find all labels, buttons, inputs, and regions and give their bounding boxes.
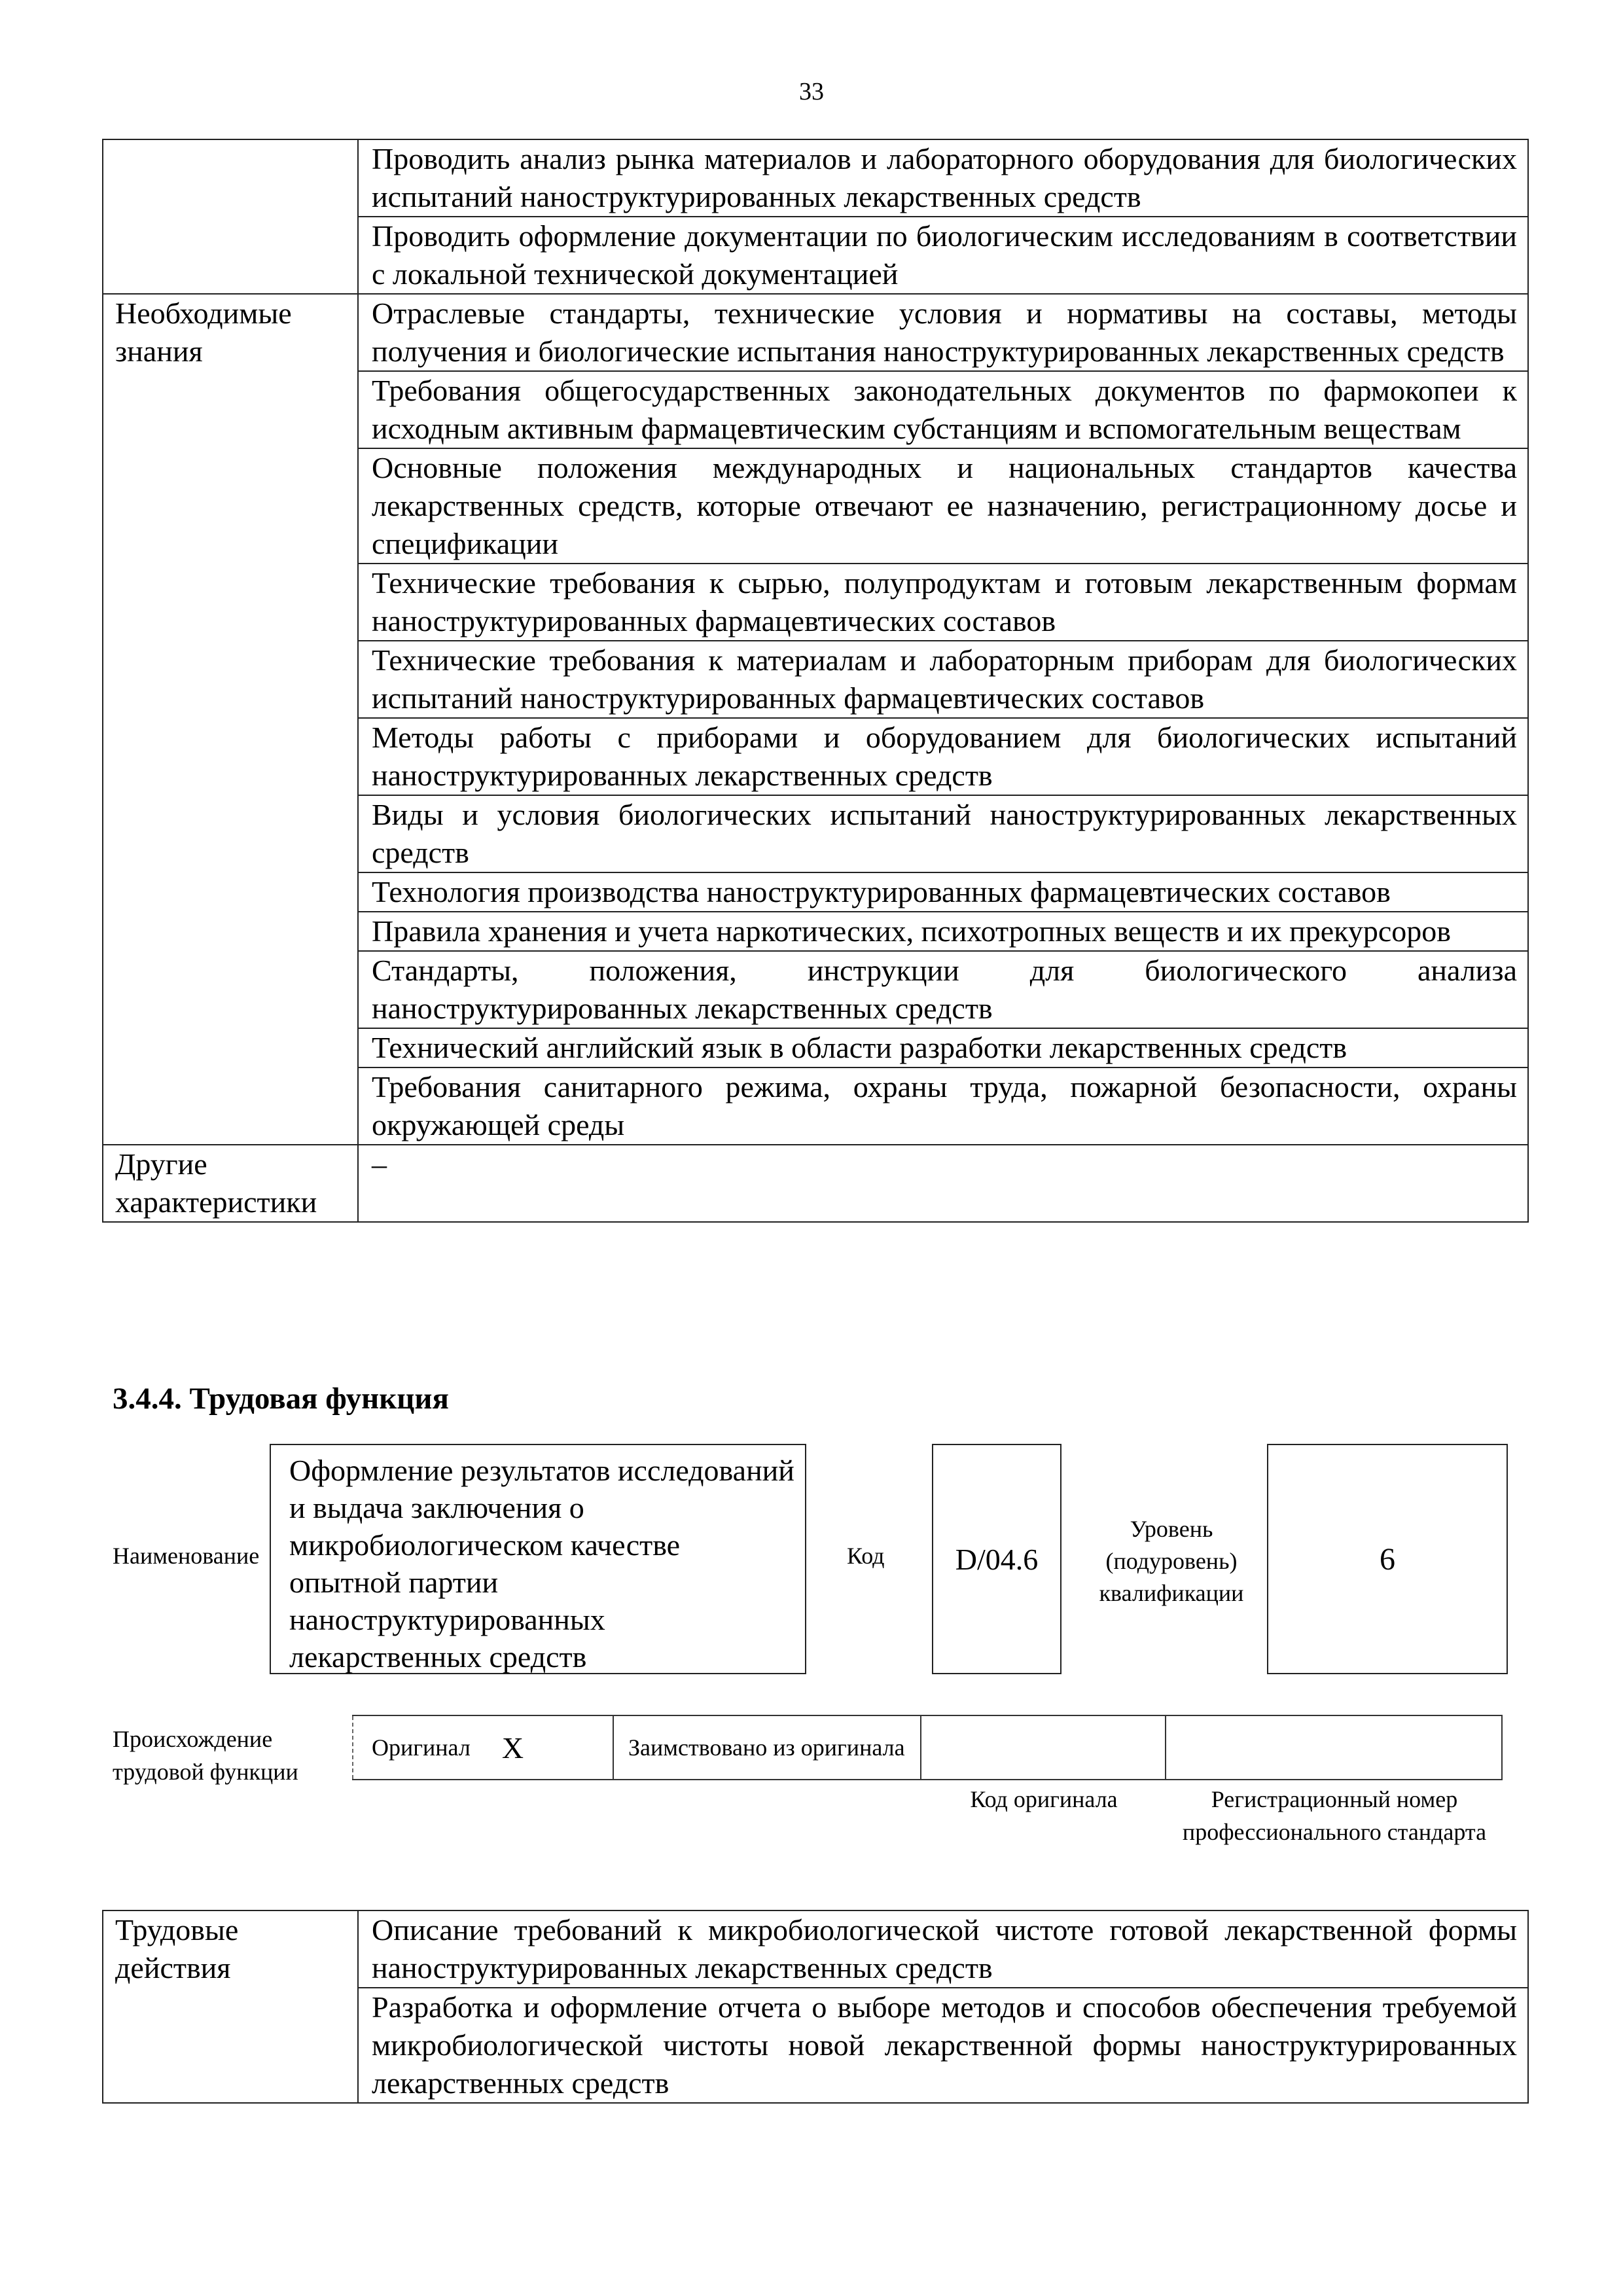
table-row [103,1028,1528,1067]
table-row [103,448,1528,564]
table-row [103,1988,1528,2103]
knowledge-item: Требования общегосударственных законодательных документов по фармокопеи к исходным активным фармацевтическим субстанциям и вспомогательным веществам [358,371,1528,448]
actions-table [102,1910,1529,2104]
knowledge-item: Методы работы с приборами и оборудованием для биологических испытаний наноструктурированных лекарственных средств [358,718,1528,795]
other-value: – [358,1145,1528,1222]
skill-item: Проводить анализ рынка материалов и лабораторного оборудования для биологических испытаний наноструктурированных лекарственных средств [358,139,1528,217]
skills-label-cell [103,217,358,294]
original-label: Оригинал [372,1734,471,1761]
original-mark: X [501,1731,524,1765]
knowledge-item: Технический английский язык в области разработки лекарственных средств [358,1028,1528,1067]
knowledge-item: Технические требования к материалам и лабораторным приборам для биологических испытаний наноструктурированных фармацевтических составов [358,641,1528,718]
name-label: Наименование [113,1543,260,1569]
knowledge-item: Основные положения международных и национальных стандартов качества лекарственных средств, которые отвечают ее назначению, регистрационному досье и спецификации [358,448,1528,564]
section-title: 3.4.4. Трудовая функция [113,1382,449,1416]
table-row [103,718,1528,795]
table-row [103,872,1528,912]
level-label: Уровень (подуровень) квалификации [1099,1516,1244,1606]
table-row [103,371,1528,448]
table-row [103,912,1528,951]
table-row [103,1067,1528,1145]
reg-number-caption: Регистрационный номер профессионального стандарта [1182,1786,1487,1845]
borrowed-label: Заимствовано из оригинала [628,1734,905,1761]
original-code-cell [921,1716,1166,1779]
level-box [1267,1444,1508,1674]
table-row [103,294,1528,371]
actions-label: Трудовые действия [103,1910,358,1988]
reg-number-cell [1166,1716,1503,1779]
table-row [103,139,1528,217]
table-row [103,795,1528,872]
action-item: Описание требований к микробиологической чистоте готовой лекарственной формы наноструктурированных лекарственных средств [358,1910,1528,1988]
code-value: D/04.6 [955,1542,1039,1576]
table-row [103,217,1528,294]
table-row [103,1145,1528,1222]
table-row [103,1910,1528,1988]
origin-row [352,1715,1503,1780]
skill-item: Проводить оформление документации по биологическим исследованиям в соответствии с локальной технической документацией [358,217,1528,294]
original-code-caption: Код оригинала [970,1786,1118,1812]
level-value: 6 [1380,1541,1395,1577]
table-row [103,564,1528,641]
function-name-box: Оформление результатов исследований и выдача заключения о микробиологическом качестве опытной партии наноструктурированных лекарственных средств [270,1444,806,1674]
knowledge-item: Технология производства наноструктурированных фармацевтических составов [358,872,1528,912]
code-label: Код [847,1543,885,1569]
knowledge-item: Виды и условия биологических испытаний наноструктурированных лекарственных средств [358,795,1528,872]
knowledge-item: Правила хранения и учета наркотических, психотропных веществ и их прекурсоров [358,912,1528,951]
knowledge-item: Технические требования к сырью, полупродуктам и готовым лекарственным формам наноструктурированных фармацевтических составов [358,564,1528,641]
page-number: 33 [799,78,824,105]
knowledge-item: Отраслевые стандарты, технические условия и нормативы на составы, методы получения и биологические испытания наноструктурированных лекарственных средств [358,294,1528,371]
knowledge-item: Требования санитарного режима, охраны труда, пожарной безопасности, охраны окружающей среды [358,1067,1528,1145]
requirements-table [102,139,1529,1223]
origin-label: Происхождение трудовой функции [113,1726,298,1785]
action-item: Разработка и оформление отчета о выборе методов и способов обеспечения требуемой микробиологической чистоты новой лекарственной формы наноструктурированных лекарственных средств [358,1988,1528,2103]
knowledge-label: Необходимые знания [103,294,358,371]
table-row [103,641,1528,718]
knowledge-item: Стандарты, положения, инструкции для биологического анализа наноструктурированных лекарственных средств [358,951,1528,1028]
original-cell [352,1716,614,1779]
borrowed-cell [614,1716,921,1779]
other-label: Другие характеристики [103,1145,358,1222]
table-row [103,951,1528,1028]
code-box [932,1444,1061,1674]
skills-label-cell [103,139,358,217]
